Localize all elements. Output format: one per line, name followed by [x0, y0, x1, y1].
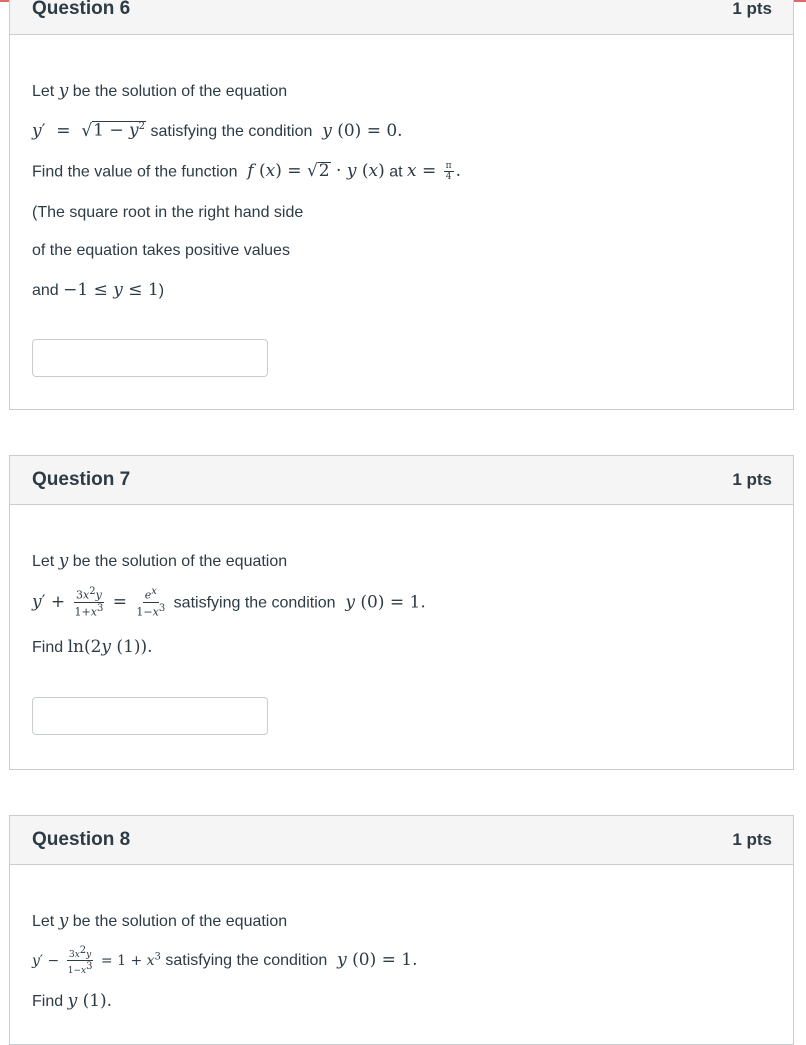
question-6-equation: $y' = √1 - y^2$ satisfying the condition y (0) = 0.	[32, 121, 403, 141]
question-6-header	[10, 0, 793, 35]
question-8-equation: y′ − $\frac{3x^2y}{1-x^3}$ = $1 + x^3$ satisfying the condition y (0) = 1.	[32, 945, 418, 977]
math-y: y	[58, 911, 69, 931]
question-8-card	[9, 815, 794, 1045]
math-y: y	[58, 81, 69, 101]
math-range: −1 ≤ y ≤ 1	[63, 280, 159, 300]
question-6-note-line-1: (The square root in the right hand side	[32, 204, 304, 221]
math-target-expression: y (1).	[67, 991, 113, 1011]
question-8-title: Question 8	[32, 829, 131, 850]
math-initial-condition: y (0) = 1.	[345, 592, 426, 613]
question-6-intro: Let y be the solution of the equation	[32, 81, 288, 101]
math-equation: y′ − $\frac{3x^2y}{1-x^3}$ = $1 + x^3$	[32, 945, 161, 977]
question-7-answer-input[interactable]	[32, 697, 268, 735]
question-6-points: 1 pts	[732, 0, 772, 18]
math-y: y	[58, 551, 69, 571]
question-8-intro: Let y be the solution of the equation	[32, 911, 288, 931]
question-6-card	[9, 0, 794, 410]
question-7-title: Question 7	[32, 469, 131, 490]
math-function: f (x) = √2 · y (x)	[247, 161, 385, 182]
question-6-answer-input[interactable]	[32, 339, 268, 377]
question-8-points: 1 pts	[732, 830, 772, 849]
question-6-note-line-3: and −1 ≤ y ≤ 1)	[32, 280, 165, 300]
math-target-expression: ln(2y (1)).	[67, 637, 153, 657]
question-7-header	[10, 456, 793, 505]
question-7-card	[9, 455, 794, 770]
question-6-title: Question 6	[32, 0, 131, 19]
question-7-intro: Let y be the solution of the equation	[32, 551, 288, 571]
question-6-note-line-2: of the equation takes positive values	[32, 242, 290, 259]
question-7-find: Find ln(2y (1)).	[32, 637, 153, 657]
question-6-find: Find the value of the function f (x) = √2 · y (x) at x = $\frac{\pi}{4}$ .	[32, 161, 461, 183]
question-8-find: Find y (1).	[32, 991, 113, 1011]
math-equation: y′ + $\frac{3x^2y}{1+x^3}$ = $\frac{e^x}{1-x^3}$	[32, 586, 166, 619]
question-8-header	[10, 816, 793, 865]
math-equation: $y' = √1 - y^2$	[32, 121, 146, 141]
question-7-points: 1 pts	[732, 470, 772, 489]
math-initial-condition: y (0) = 1.	[337, 949, 418, 970]
question-7-equation: y′ + $\frac{3x^2y}{1+x^3}$ = $\frac{e^x}{1-x^3}$ satisfying the condition y (0) = 1.	[32, 586, 426, 619]
math-initial-condition: y (0) = 0.	[322, 121, 403, 141]
math-x-value: x = $\frac{\pi}{4}$ .	[406, 161, 461, 183]
